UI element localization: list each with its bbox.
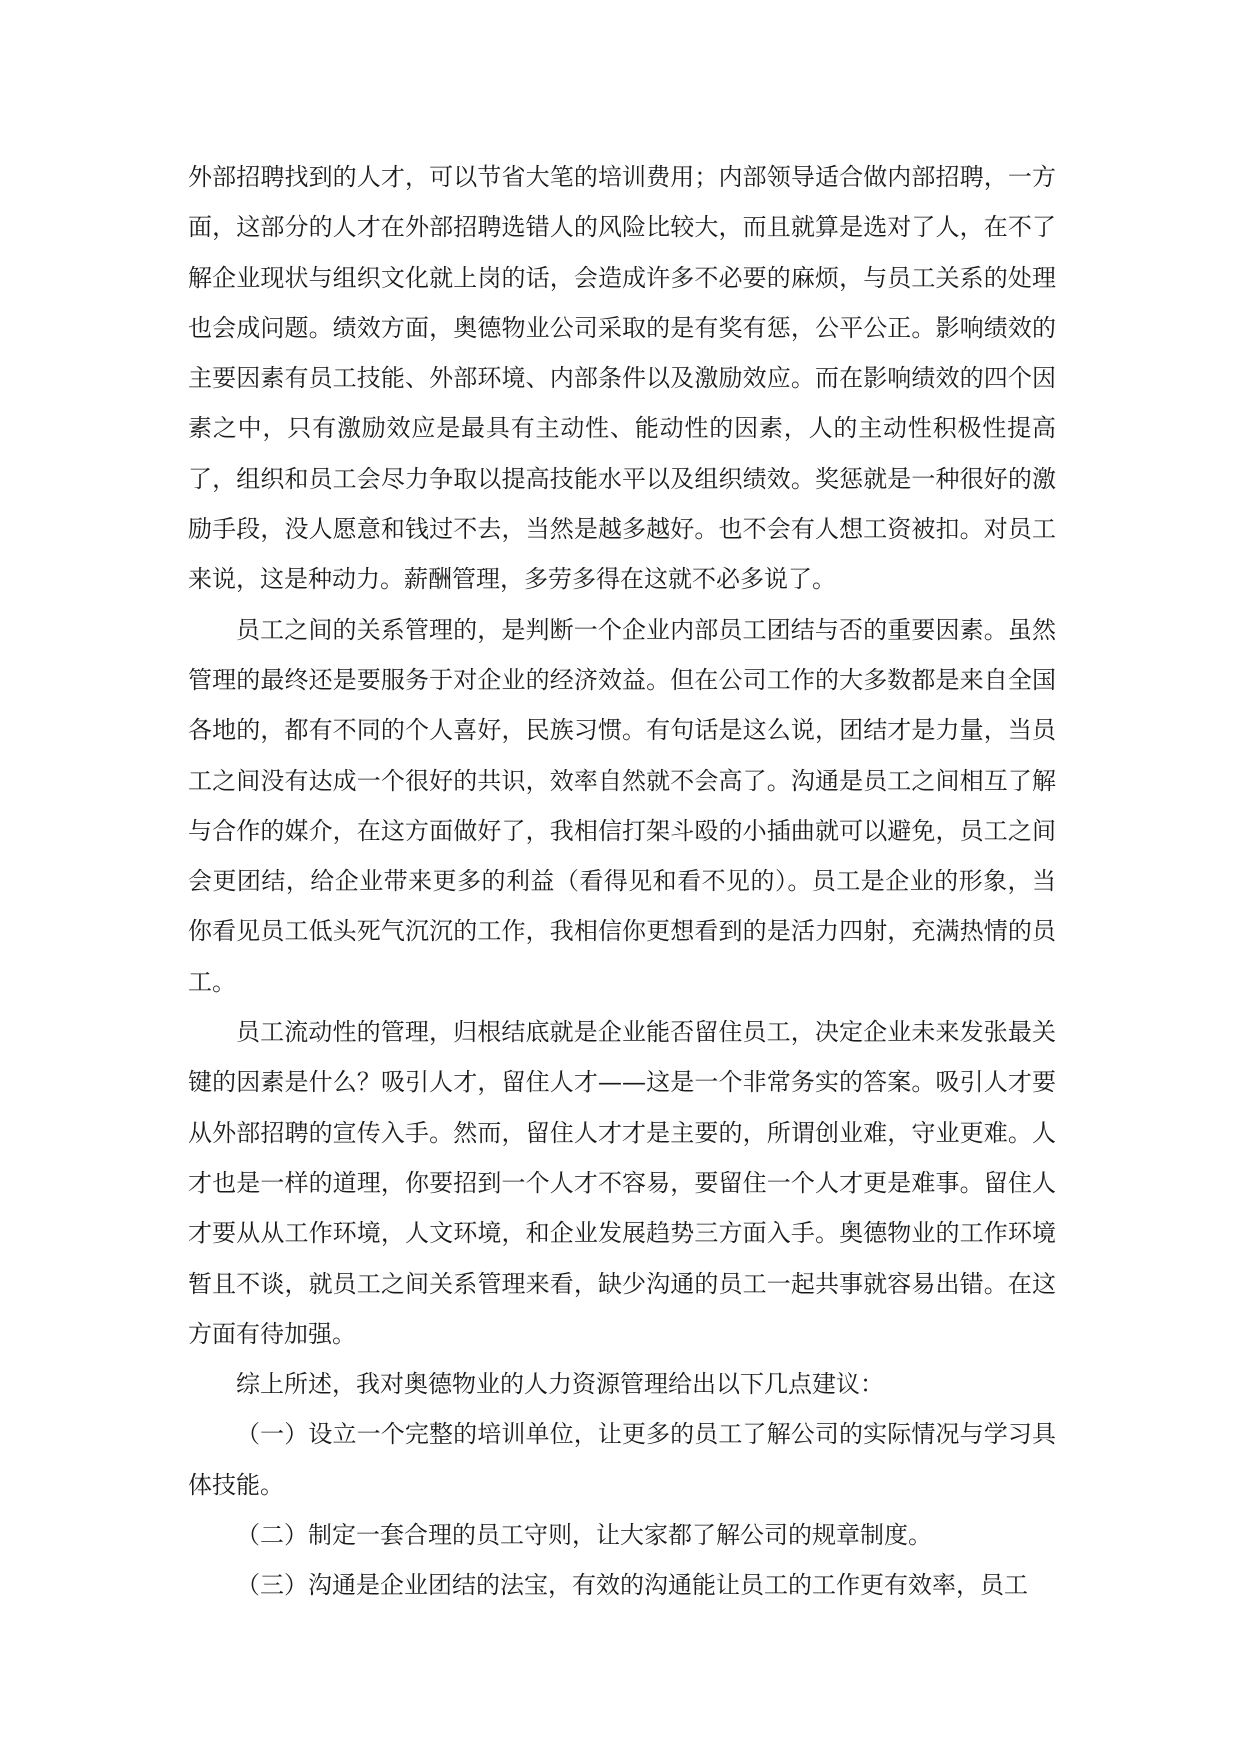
paragraph-employee-turnover: 员工流动性的管理，归根结底就是企业能否留住员工，决定企业未来发张最关键的因素是什么？吸引人才，留住人才——这是一个非常务实的答案。吸引人才要从外部招聘的宣传入手。然而，留住人才才是主要的，所谓创业难，守业更难。人才也是一样的道理，你要招到一个人才不容易，要留住一个人才更是难事。留住人才要从从工作环境，人文环境，和企业发展趋势三方面入手。奥德物业的工作环境暂且不谈，就员工之间关系管理来看，缺少沟通的员工一起共事就容易出错。在这方面有待加强。 xyxy=(188,1018,1056,1348)
document-page xyxy=(188,152,1056,1611)
suggestion-item-3: （三）沟通是企业团结的法宝，有效的沟通能让员工的工作更有效率，员工 xyxy=(236,1571,1028,1600)
paragraph-summary-intro: 综上所述，我对奥德物业的人力资源管理给出以下几点建议： xyxy=(236,1370,884,1399)
paragraph-recruitment-performance: 外部招聘找到的人才，可以节省大笔的培训费用；内部领导适合做内部招聘，一方面，这部分的人才在外部招聘选错人的风险比较大，而且就算是选对了人，在不了解企业现状与组织文化就上岗的话，会造成许多不必要的麻烦，与员工关系的处理也会成问题。绩效方面，奥德物业公司采取的是有奖有惩，公平公正。影响绩效的主要因素有员工技能、外部环境、内部条件以及激励效应。而在影响绩效的四个因素之中，只有激励效应是最具有主动性、能动性的因素，人的主动性积极性提高了，组织和员工会尽力争取以提高技能水平以及组织绩效。奖惩就是一种很好的激励手段，没人愿意和钱过不去，当然是越多越好。也不会有人想工资被扣。对员工来说，这是种动力。薪酬管理，多劳多得在这就不必多说了。 xyxy=(188,163,1056,594)
paragraph-employee-relations: 员工之间的关系管理的，是判断一个企业内部员工团结与否的重要因素。虽然管理的最终还是要服务于对企业的经济效益。但在公司工作的大多数都是来自全国各地的，都有不同的个人喜好，民族习惯。有句话是这么说，团结才是力量，当员工之间没有达成一个很好的共识，效率自然就不会高了。沟通是员工之间相互了解与合作的媒介，在这方面做好了，我相信打架斗殴的小插曲就可以避免，员工之间会更团结，给企业带来更多的利益（看得见和看不见的）。员工是企业的形象，当你看见员工低头死气沉沉的工作，我相信你更想看到的是活力四射，充满热情的员工。 xyxy=(188,615,1056,996)
suggestion-item-2: （二）制定一套合理的员工守则，让大家都了解公司的规章制度。 xyxy=(236,1521,932,1550)
suggestion-item-1: （一）设立一个完整的培训单位，让更多的员工了解公司的实际情况与学习具体技能。 xyxy=(188,1420,1056,1499)
